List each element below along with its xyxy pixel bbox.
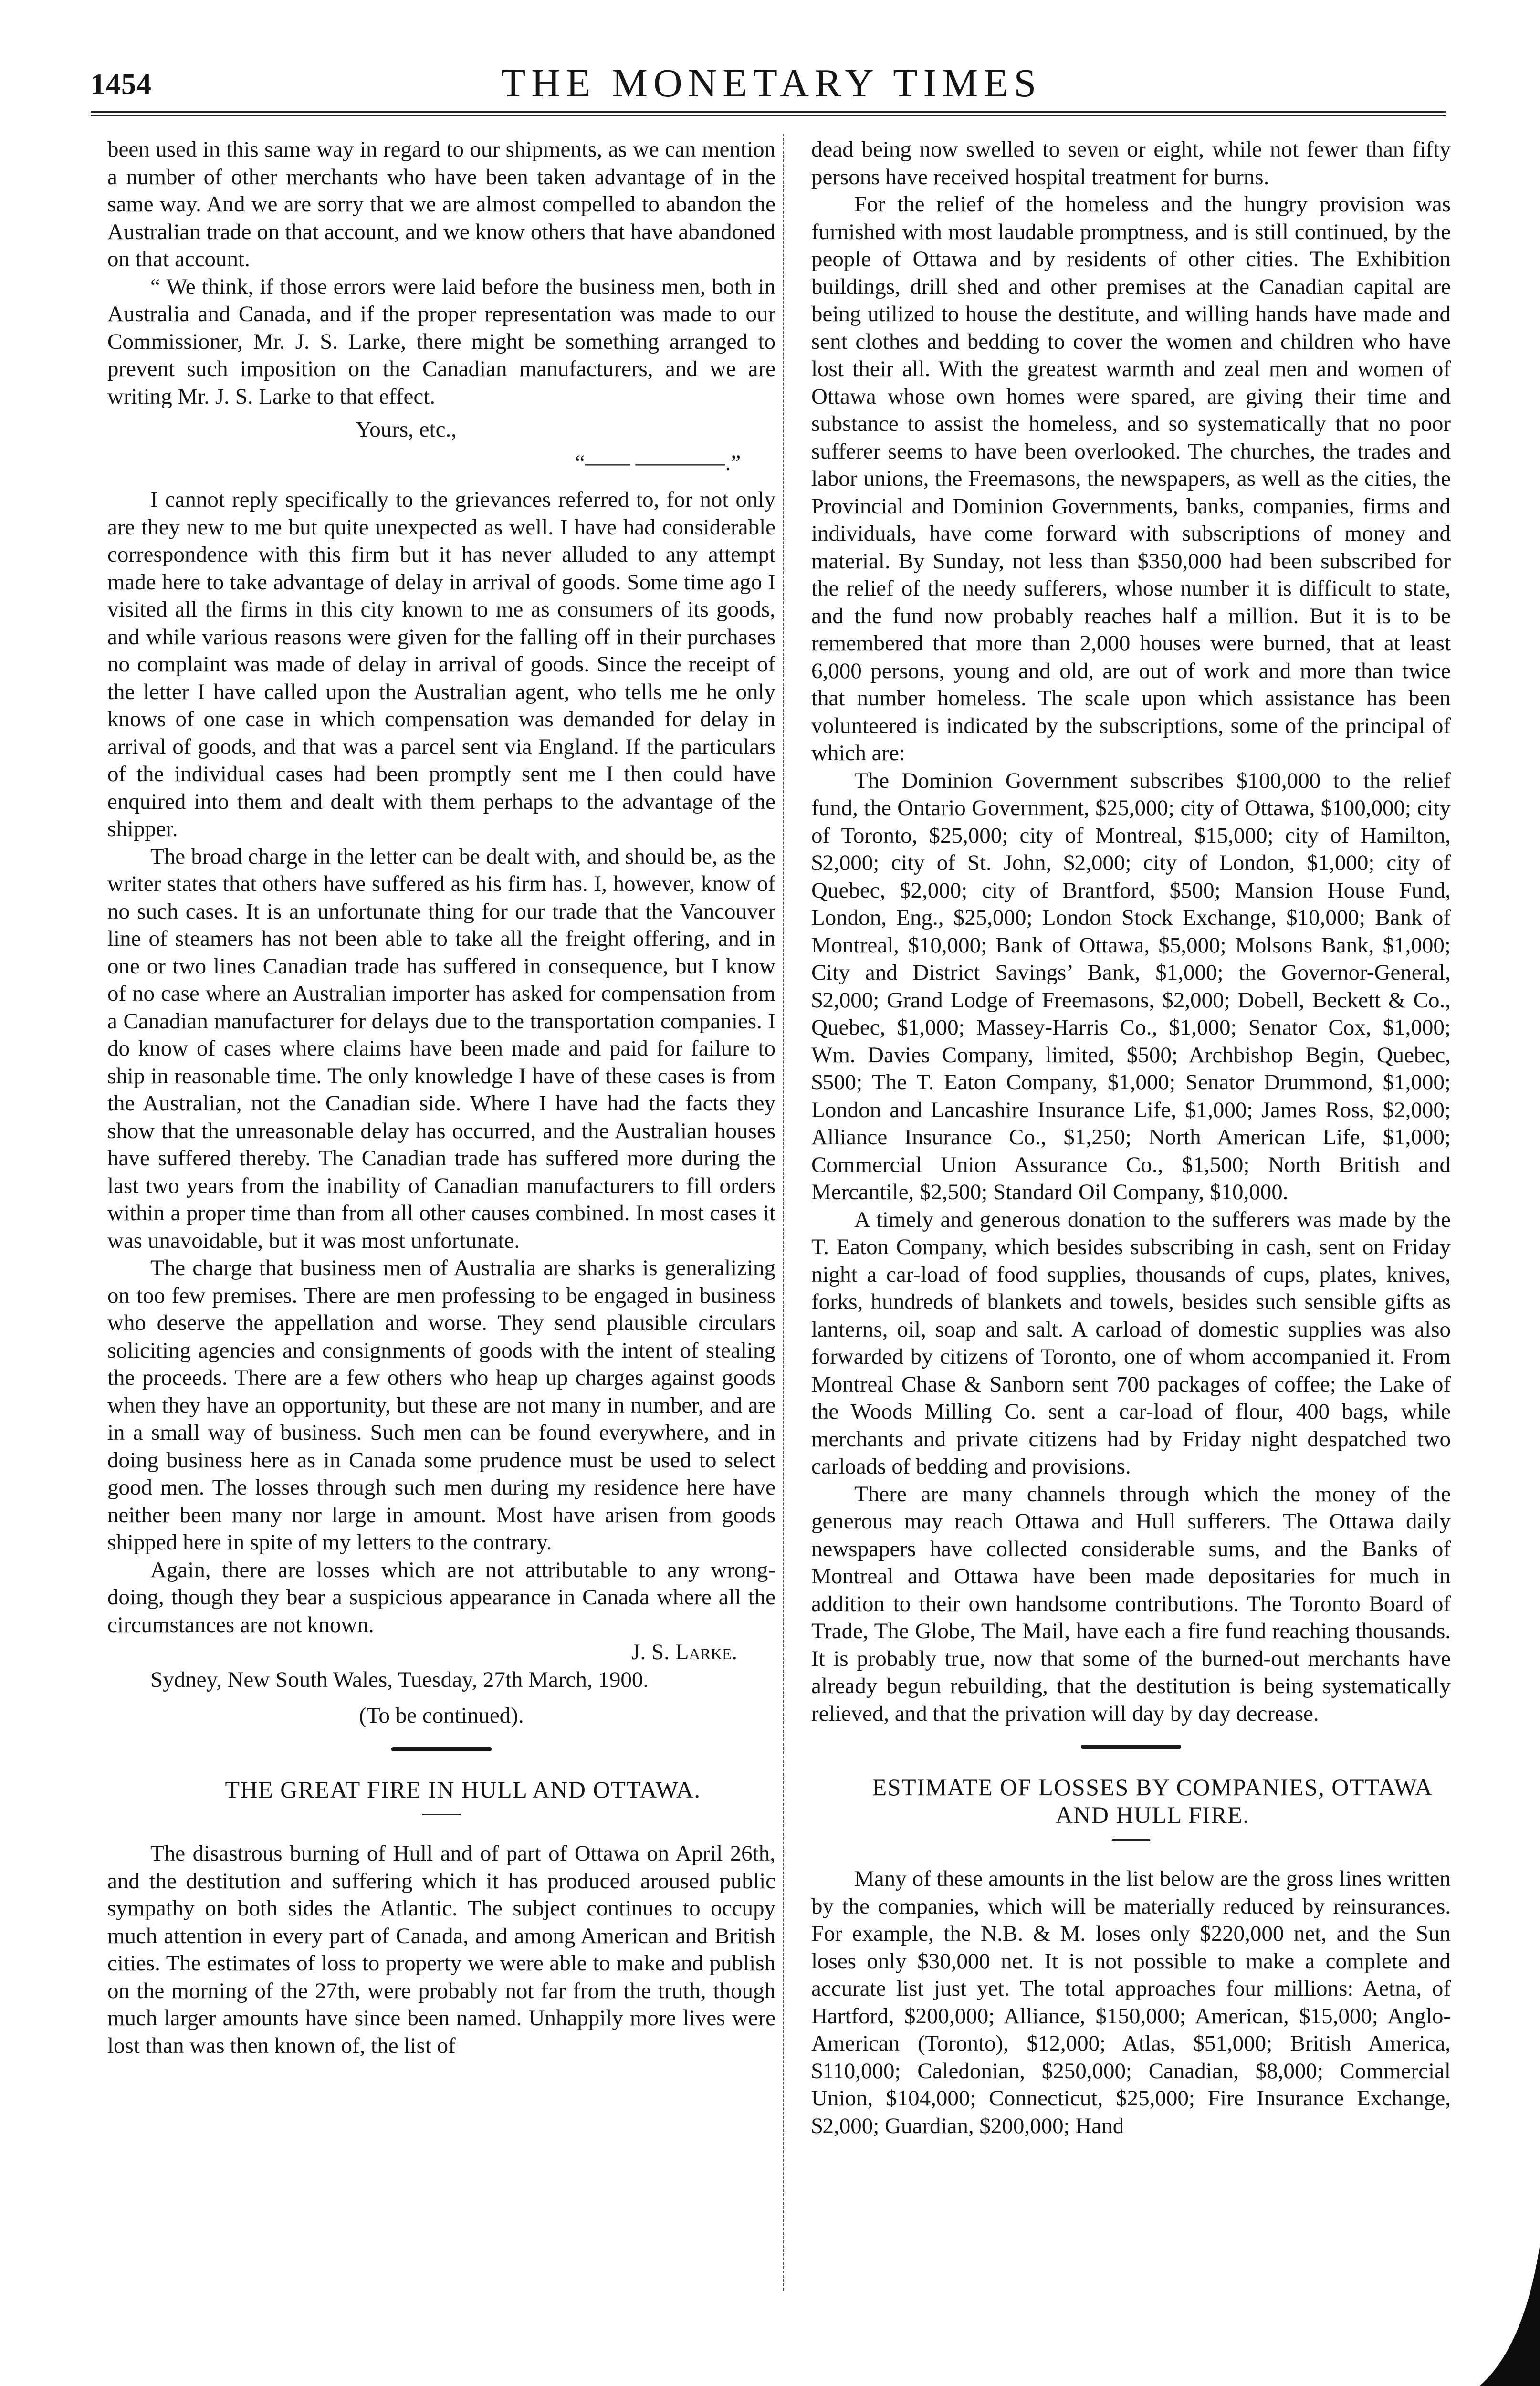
paragraph: The charge that business men of Australia are sharks is generalizing on too few premises. There are men professing to be engaged in business who deserve the appellation and worse. They send plausible circulars soliciting agencies and consignments of goods with the intent of stealing the proceeds. There are a few others who heap up charges against goods when they have an opportunity, but these are not many in number, and are in a small way of business. Such men can be found everywhere, and in doing business here as in Canada some prudence must be used to select good men. The losses through such men during my residence here have neither been many nor large in amount. Most have arisen from goods shipped here in spite of my letters to the contrary. <box>107 1256 775 1555</box>
paragraph: Again, there are losses which are not attributable to any wrong-doing, though they bear a suspicious appearance in Canada where all the circumstances are not known. <box>107 1557 775 1637</box>
article-heading-line-2: AND HULL FIRE. <box>1055 1801 1250 1828</box>
paragraph: For the relief of the homeless and the hungry provision was furnished with most laudable promptness, and is still continued, by the people of Ottawa and by residents of other cities. The Exhibition buildings, drill shed and other premises at the Canadian capital are being utilized to house the destitute, and willing hands have made and sent clothes and bedding to cover the women and children who have lost their all. With the greatest warmth and zeal men and women of Ottawa whose own homes were spared, are giving their time and substance to assist the homeless, and so systematically that no poor sufferer seems to have been overlooked. The churches, the trades and labor unions, the Freemasons, the newspapers, as well as the cities, the Provincial and Dominion Governments, banks, companies, firms and individuals, have come forward with subscriptions of money and material. By Sunday, not less than $350,000 had been subscribed for the relief of the needy sufferers, whose number it is difficult to state, and the fund now probably reaches half a million. But it is to be remembered that more than 2,000 houses were burned, that at least 6,000 persons, young and old, are out of work and more than twice that number homeless. The scale upon which assistance has been volunteered is indicated by the subscriptions, some of the principal of which are: <box>811 192 1451 765</box>
section-rule <box>1081 1745 1181 1749</box>
signature: J. S. Larke. <box>631 1640 737 1664</box>
letter-signoff: Yours, etc., <box>356 417 457 442</box>
masthead <box>91 57 1465 110</box>
paragraph: The Dominion Government subscribes $100,000 to the relief fund, the Ontario Government, $25,000; city of Ottawa, $100,000; city of Toronto, $25,000; city of Montreal, $15,000; city of Hamilton, $2,000; city of St. John, $2,000; city of London, $1,000; city of Quebec, $2,000; city of Brantford, $500; Mansion House Fund, London, Eng., $25,000; London Stock Exchange, $10,000; Bank of Montreal, $10,000; Bank of Ottawa, $5,000; Molsons Bank, $1,000; City and District Savings’ Bank, $1,000; the Governor-General, $2,000; Grand Lodge of Freemasons, $2,000; Dobell, Beckett & Co., Quebec, $1,000; Massey-Harris Co., $1,000; Senator Cox, $1,000; Wm. Davies Company, limited, $500; Archbishop Begin, Quebec, $500; The T. Eaton Company, $1,000; Senator Drummond, $1,000; London and Lancashire Insurance Life, $1,000; James Ross, $2,000; Alliance Insurance Co., $1,250; North American Life, $1,000; Commercial Union Assurance Co., $1,500; North British and Mercantile, $2,500; Standard Oil Company, $10,000. <box>811 768 1451 1204</box>
article-heading-line-1: ESTIMATE OF LOSSES BY COMPANIES, OTTAWA <box>872 1774 1433 1800</box>
continued-note: (To be continued). <box>359 1703 524 1728</box>
column-divider <box>783 134 784 2291</box>
paragraph: There are many channels through which the money of the generous may reach Ottawa and Hull sufferers. The Ottawa daily newspapers have collected considerable sums, and the Banks of Montreal and Ottawa have been made depositaries for much in addition to their own handsome contributions. The Toronto Board of Trade, The Globe, The Mail, have each a fire fund reaching thousands. It is probably true, now that some of the burned-out merchants have already begun rebuilding, that the destitution is being systematically relieved, and that the privation will day by day decrease. <box>811 1481 1451 1726</box>
journal-title: THE MONETARY TIMES <box>501 61 1042 105</box>
section-rule <box>391 1747 492 1751</box>
header-rule <box>91 111 1446 116</box>
paragraph: dead being now swelled to seven or eight, while not fewer than fifty persons have received hospital treatment for burns. <box>811 137 1451 189</box>
paragraph: been used in this same way in regard to our shipments, as we can mention a number of other merchants who have been taken advantage of in the same way. And we are sorry that we are almost compelled to abandon the Australian trade on that account, and we know others that have abandoned on that account. <box>107 137 775 272</box>
article-heading: THE GREAT FIRE IN HULL AND OTTAWA. <box>225 1776 701 1803</box>
dateline: Sydney, New South Wales, Tuesday, 27th March, 1900. <box>150 1667 649 1692</box>
paragraph: The broad charge in the letter can be dealt with, and should be, as the writer states that others have suffered as his firm has. I, however, know of no such cases. It is an unfortunate thing for our trade that the Vancouver line of steamers has not been able to take all the freight offering, and in one or two lines Canadian trade has suffered in consequence, but I know of no case where an Australian importer has asked for compensation from a Canadian manufacturer for delays due to the transportation companies. I do know of cases where claims have been made and paid for failure to ship in reasonable time. The only knowledge I have of these cases is from the Australian, not the Canadian side. Where I have had the facts they show that the unreasonable delay has occurred, and the Australian houses have suffered thereby. The Canadian trade has suffered more during the last two years from the inability of Canadian manufacturers to fill orders within a proper time than from all other causes combined. In most cases it was unavoidable, but it was most unfortunate. <box>107 844 775 1253</box>
left-column <box>107 136 775 2060</box>
paragraph: “ We think, if those errors were laid before the business men, both in Australia and Canada, and if the proper representation was made to our Commissioner, Mr. J. S. Larke, there might be something arranged to prevent such imposition on the Canadian manufacturers, and we are writing Mr. J. S. Larke to that effect. <box>107 274 775 409</box>
heading-rule <box>422 1814 461 1815</box>
heading-rule <box>1112 1839 1150 1841</box>
page-curl-shadow <box>1435 2244 1540 2386</box>
page-number: 1454 <box>91 68 152 101</box>
paragraph: I cannot reply specifically to the grievances referred to, for not only are they new to me but quite unexpected as well. I have had considerable correspondence with this firm but it has never alluded to any attempt made here to take advantage of delay in arrival of goods. Some time ago I visited all the firms in this city known to me as consumers of its goods, and while various reasons were given for the falling off in their purchases no complaint was made of delay in arrival of goods. Since the receipt of the letter I have called upon the Australian agent, who tells me he only knows of one case in which compensation was demanded for delay in arrival of goods, and that was a parcel sent via England. If the particulars of the individual cases had been promptly sent me I then could have enquired into them and dealt with them perhaps to the advantage of the shipper. <box>107 487 775 841</box>
paragraph: A timely and generous donation to the sufferers was made by the T. Eaton Company, which besides subscribing in cash, sent on Friday night a car-load of food supplies, thousands of cups, plates, knives, forks, hundreds of blankets and towels, besides such sensible gifts as lanterns, oil, soap and salt. A carload of domestic supplies was also forwarded by citizens of Toronto, one of whom accompanied it. From Montreal Chase & Sanborn sent 700 packages of coffee; the Lake of the Woods Milling Co. sent a car-load of flour, 400 bags, while merchants and private citizens had by Friday night despatched two carloads of bedding and provisions. <box>811 1207 1451 1479</box>
right-column <box>811 136 1451 2140</box>
paragraph: Many of these amounts in the list below are the gross lines written by the companies, which will be materially reduced by reinsurances. For example, the N.B. & M. loses only $220,000 net, and the Sun loses only $30,000 net. It is not possible to make a complete and accurate list just yet. The total approaches four millions: Aetna, of Hartford, $200,000; Alliance, $150,000; American, $15,000; Anglo-American (Toronto), $12,000; Atlas, $51,000; British America, $110,000; Caledonian, $250,000; Canadian, $8,000; Commercial Union, $104,000; Connecticut, $25,000; Fire Insurance Exchange, $2,000; Guardian, $200,000; Hand <box>811 1866 1451 2138</box>
letter-blank-signature: “—— ————.” <box>575 450 741 475</box>
paragraph: The disastrous burning of Hull and of part of Ottawa on April 26th, and the destitution and suffering which it has produced aroused public sympathy on both sides the Atlantic. The subject continues to occupy much attention in every part of Canada, and among American and British cities. The estimates of loss to property we were able to make and publish on the morning of the 27th, were probably not far from the truth, though much larger amounts have since been named. Unhappily more lives were lost than was then known of, the list of <box>107 1841 775 2058</box>
